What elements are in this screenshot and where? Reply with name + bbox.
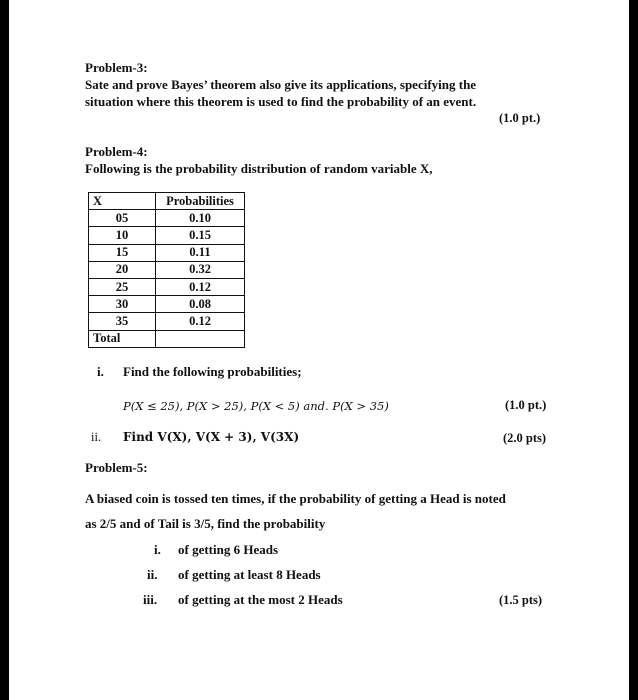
problem-5-item-text: of getting at the most 2 Heads [178,592,343,607]
question-ii-text: Find V(X), V(X + 3), V(3X) [123,430,300,444]
question-i-expression: P(X ≤ 25), P(X > 25), P(X < 5) and. P(X > 35) [123,399,389,413]
table-cell-p: 0.32 [156,261,245,278]
problem-5-heading: Problem-5: [85,460,148,475]
table-cell-p: 0.11 [156,244,245,261]
table-cell-p: 0.10 [156,210,245,227]
table-row [89,313,245,330]
question-i-points: (1.0 pt.) [505,398,547,412]
document-page [9,0,629,700]
problem-5-item-text: of getting 6 Heads [178,542,279,557]
problem-5-line-2: as 2/5 and of Tail is 3/5, find the probability [85,516,326,531]
table-total-row [89,330,245,347]
table-row [89,227,245,244]
table-cell-x: 25 [89,278,156,295]
table-cell-x: 35 [89,313,156,330]
problem-5-item-number: iii. [143,592,158,607]
table-row [89,210,245,227]
table-cell-x: 15 [89,244,156,261]
table-cell-x: 05 [89,210,156,227]
table-cell-x: 10 [89,227,156,244]
table-header-probabilities: Probabilities [156,193,245,210]
table-cell-p: 0.12 [156,278,245,295]
probability-table [88,192,245,348]
problem-3-line-1: Sate and prove Bayes’ theorem also give its applications, specifying the [85,77,477,92]
table-total-label: Total [89,330,156,347]
table-row [89,261,245,278]
question-i-text: Find the following probabilities; [123,364,302,379]
problem-3-heading: Problem-3: [85,60,148,75]
table-row [89,244,245,261]
problem-4-heading: Problem-4: [85,144,148,159]
question-i-number: i. [97,364,104,379]
problem-5-line-1: A biased coin is tossed ten times, if the probability of getting a Head is noted [85,491,506,506]
table-cell-p: 0.15 [156,227,245,244]
problem-5-item-number: ii. [147,567,158,582]
table-cell-p: 0.08 [156,296,245,313]
problem-5-item-text: of getting at least 8 Heads [178,567,321,582]
table-row [89,296,245,313]
table-row [89,278,245,295]
table-header-x: X [89,193,156,210]
problem-5-item-number: i. [154,542,161,557]
problem-3-points: (1.0 pt.) [499,111,541,125]
problem-4-intro: Following is the probability distribution of random variable X, [85,161,433,176]
table-cell-x: 20 [89,261,156,278]
table-header-row [89,193,245,210]
table-total-value [156,330,245,347]
table-cell-p: 0.12 [156,313,245,330]
question-ii-points: (2.0 pts) [503,431,547,445]
question-ii-number: ii. [91,430,102,444]
problem-5-points: (1.5 pts) [499,593,543,607]
problem-3-line-2: situation where this theorem is used to find the probability of an event. [85,94,477,109]
table-cell-x: 30 [89,296,156,313]
